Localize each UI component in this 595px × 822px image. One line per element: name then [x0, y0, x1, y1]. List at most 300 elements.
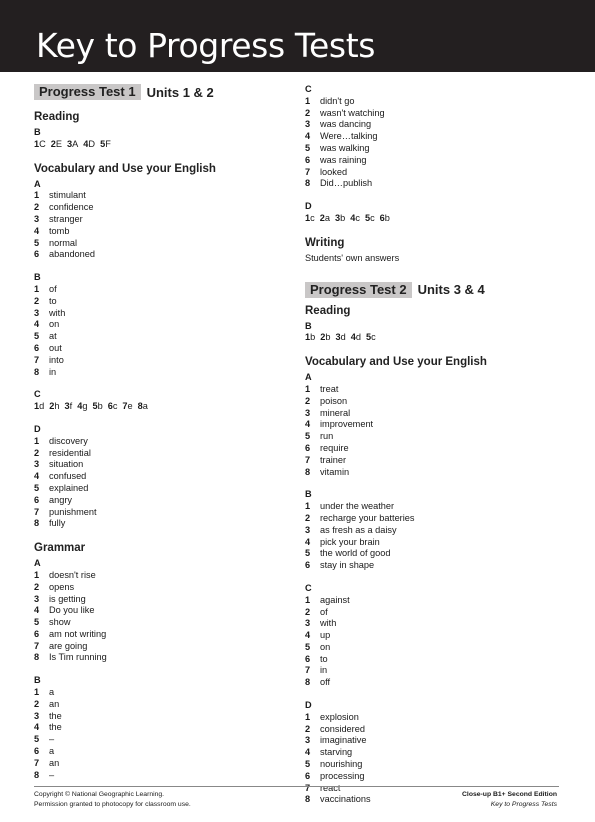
exercise-group [305, 201, 565, 225]
exercise-letter: C [305, 84, 312, 94]
answer-row [305, 419, 565, 431]
inline-answers [34, 139, 284, 151]
answer-number: 1 [34, 138, 40, 149]
exercise-letter: A [305, 372, 312, 383]
inline-answers [34, 401, 284, 413]
permission-text: Permission granted to photocopy for classroom use. [34, 800, 191, 808]
footer-divider [34, 786, 559, 787]
answer-row [305, 525, 565, 537]
answer-number: 8 [34, 769, 40, 780]
answer-number: 1 [34, 283, 40, 294]
exercise-group [305, 489, 565, 572]
answer-number: 6 [379, 212, 385, 223]
answer-row [305, 724, 565, 736]
answer-text: with [49, 307, 66, 318]
answer-text: – [49, 769, 55, 780]
exercise-letter: C [305, 582, 312, 593]
answer-text: stranger [49, 213, 83, 224]
answer-row [34, 518, 284, 530]
answer-text: show [49, 617, 71, 628]
answer-text: didn't go [320, 95, 355, 106]
answer-text: doesn't rise [49, 569, 96, 580]
inline-answer [138, 401, 148, 411]
answer-row [305, 607, 565, 619]
answer-row [305, 560, 565, 572]
answer-row [305, 665, 565, 677]
answer-row [305, 431, 565, 443]
inline-answer [366, 332, 376, 342]
answer-number: 4 [350, 212, 356, 223]
answer-number: 3 [67, 138, 73, 149]
answer-text: e [127, 401, 133, 412]
answer-number: 7 [122, 401, 128, 412]
answer-text: the world of good [320, 548, 391, 559]
answer-row [305, 408, 565, 420]
answer-number: 1 [34, 401, 40, 412]
answer-text: am not writing [49, 628, 107, 639]
answer-text: g [82, 401, 88, 412]
writing-answer: Students' own answers [305, 252, 400, 263]
answer-number: 5 [305, 641, 311, 652]
answer-row [305, 143, 565, 155]
answer-number: 5 [92, 401, 98, 412]
answer-text: off [320, 677, 331, 688]
answer-number: 4 [305, 419, 311, 430]
answer-text: was dancing [320, 119, 372, 130]
answer-number: 6 [305, 154, 311, 165]
answer-number: 4 [34, 225, 40, 236]
answer-number: 3 [305, 524, 311, 535]
answer-row [305, 167, 565, 179]
inline-answer [65, 401, 73, 411]
answer-text: out [49, 342, 62, 353]
answer-row [305, 178, 565, 190]
answer-text: d [340, 332, 346, 343]
answer-text: a [142, 401, 148, 412]
inline-answer [365, 213, 375, 223]
answer-number: 5 [34, 237, 40, 248]
exercise-letter: B [34, 127, 41, 137]
answer-number: 6 [305, 770, 311, 781]
answer-number: 3 [34, 710, 40, 721]
answer-text: in [320, 665, 328, 676]
copyright-text: Copyright © National Geographic Learning. [34, 791, 165, 798]
answer-text: c [371, 332, 376, 343]
inline-answer [49, 401, 59, 411]
answer-number: 4 [77, 401, 83, 412]
answer-number: 2 [305, 723, 311, 734]
answer-row [305, 513, 565, 525]
answer-number: 2 [34, 447, 40, 458]
answer-row [34, 641, 284, 653]
answer-text: explosion [320, 711, 359, 722]
answer-text: A [72, 138, 79, 149]
inline-answer [305, 332, 315, 342]
answer-row [34, 594, 284, 606]
answer-number: 3 [34, 459, 40, 470]
exercise-letter: D [305, 700, 312, 711]
answer-text: to [49, 295, 57, 306]
answer-text: b [384, 212, 390, 223]
answer-text: b [340, 212, 346, 223]
answer-row [305, 155, 565, 167]
answer-number: 7 [34, 506, 40, 517]
answer-text: residential [49, 447, 91, 458]
exercise-letter: B [34, 675, 41, 686]
answer-number: 2 [320, 332, 326, 343]
answer-row [34, 202, 284, 214]
answer-row [34, 331, 284, 343]
exercise-group [305, 84, 565, 190]
answer-text: abandoned [49, 249, 95, 260]
answer-row [305, 396, 565, 408]
answer-number: 6 [107, 401, 113, 412]
answer-text: vitamin [320, 466, 350, 477]
answer-text: react [320, 782, 341, 793]
inline-answers [305, 332, 565, 344]
answer-text: processing [320, 770, 365, 781]
answer-number: 3 [305, 735, 311, 746]
exercise-letter: B [305, 320, 312, 331]
answer-text: C [39, 138, 46, 149]
answer-row [305, 548, 565, 560]
answer-text: a [49, 687, 55, 698]
answer-text: c [310, 212, 315, 223]
answer-number: 1 [34, 435, 40, 446]
answer-row [34, 722, 284, 734]
answer-row [305, 595, 565, 607]
section-name: Key to Progress Tests [490, 800, 557, 808]
answer-row [305, 747, 565, 759]
answer-number: 7 [305, 782, 311, 793]
inline-answer [335, 213, 345, 223]
test-units: Units 3 & 4 [417, 282, 485, 298]
answer-text: poison [320, 395, 348, 406]
answer-number: 2 [305, 606, 311, 617]
answer-text: normal [49, 237, 78, 248]
answer-number: 5 [305, 142, 311, 153]
section-heading-grammar: Grammar [34, 542, 86, 555]
answer-number: 4 [305, 630, 311, 641]
answer-text: in [49, 366, 57, 377]
answer-text: at [49, 331, 57, 342]
title-banner [0, 0, 595, 72]
answer-number: 7 [34, 354, 40, 365]
answer-text: b [97, 401, 103, 412]
test-units: Units 1 & 2 [146, 84, 214, 100]
progress-test-1-heading [34, 84, 284, 100]
answer-number: 6 [305, 442, 311, 453]
answer-number: 1 [305, 332, 311, 343]
exercise-group [34, 127, 284, 151]
answer-number: 8 [305, 794, 311, 805]
answer-number: 5 [305, 548, 311, 559]
answer-row [305, 759, 565, 771]
answer-number: 2 [34, 698, 40, 709]
exercise-group [34, 558, 284, 664]
answer-text: trainer [320, 454, 347, 465]
exercise-letter: A [34, 558, 41, 569]
answer-number: 2 [305, 512, 311, 523]
exercise-group [305, 583, 565, 689]
answer-text: as fresh as a daisy [320, 524, 397, 535]
answer-text: vaccinations [320, 794, 371, 805]
answer-text: to [320, 653, 328, 664]
inline-answer [305, 213, 315, 223]
exercise-group [305, 372, 565, 478]
test-badge: Progress Test 1 [34, 84, 141, 100]
answer-text: tomb [49, 225, 70, 236]
inline-answer [108, 401, 118, 411]
answer-number: 6 [34, 746, 40, 757]
answer-number: 5 [34, 331, 40, 342]
answer-number: 3 [34, 307, 40, 318]
answer-text: discovery [49, 435, 88, 446]
answer-number: 5 [34, 482, 40, 493]
book-title: Close-up B1+ Second Edition [462, 791, 557, 798]
answer-number: 3 [64, 401, 70, 412]
answer-number: 3 [305, 407, 311, 418]
answer-row [305, 630, 565, 642]
inline-answer [122, 401, 132, 411]
answer-text: on [49, 319, 60, 330]
answer-text: D [88, 138, 96, 149]
answer-number: 2 [34, 202, 40, 213]
answer-number: 7 [34, 757, 40, 768]
answer-text: wasn't watching [320, 107, 385, 118]
answer-text: stay in shape [320, 560, 375, 571]
answer-text: b [325, 332, 331, 343]
answer-number: 4 [305, 536, 311, 547]
answer-number: 7 [305, 166, 311, 177]
footer-left [34, 790, 191, 809]
answer-row [34, 711, 284, 723]
answer-row [34, 699, 284, 711]
answer-text: looked [320, 166, 348, 177]
answer-number: 8 [305, 178, 311, 189]
inline-answer [67, 139, 78, 149]
answer-row [305, 537, 565, 549]
answer-row [34, 367, 284, 379]
answer-text: of [49, 283, 57, 294]
answer-row [34, 652, 284, 664]
answer-number: 5 [34, 734, 40, 745]
answer-row [34, 284, 284, 296]
inline-answer [350, 213, 360, 223]
answer-number: 1 [305, 594, 311, 605]
answer-text: opens [49, 581, 75, 592]
answer-row [34, 687, 284, 699]
answer-text: starving [320, 747, 353, 758]
answer-number: 4 [34, 605, 40, 616]
answer-text: Were…talking [320, 131, 378, 142]
answer-number: 2 [49, 401, 55, 412]
answer-number: 4 [34, 471, 40, 482]
answer-number: 2 [319, 212, 325, 223]
answer-text: recharge your batteries [320, 512, 415, 523]
answer-row [34, 617, 284, 629]
exercise-letter: D [305, 201, 312, 212]
answer-number: 1 [34, 687, 40, 698]
answer-row [305, 712, 565, 724]
inline-answer [320, 213, 330, 223]
answer-row [34, 507, 284, 519]
answer-text: on [320, 641, 331, 652]
exercise-letter: B [34, 272, 41, 283]
answer-number: 1 [34, 569, 40, 580]
answer-number: 6 [34, 628, 40, 639]
answer-row [34, 319, 284, 331]
exercise-group [34, 389, 284, 413]
answer-number: 3 [334, 212, 341, 223]
answer-row [305, 642, 565, 654]
answer-text: E [55, 138, 63, 149]
answer-text: improvement [320, 419, 374, 430]
answer-row [305, 108, 565, 120]
answer-row [305, 654, 565, 666]
exercise-letter: D [34, 423, 41, 434]
answer-text: d [355, 332, 361, 343]
answer-row [305, 618, 565, 630]
page-title: Key to Progress Tests [36, 26, 376, 65]
answer-text: are going [49, 640, 88, 651]
inline-answer [100, 139, 111, 149]
answer-number: 8 [34, 652, 40, 663]
answer-row [34, 605, 284, 617]
answer-text: c [112, 401, 118, 412]
inline-answer [320, 332, 330, 342]
answer-text: punishment [49, 506, 97, 517]
answer-text: under the weather [320, 501, 395, 512]
answer-number: 6 [305, 560, 311, 571]
answer-text: c [355, 212, 360, 223]
answer-row [34, 238, 284, 250]
answer-row [34, 214, 284, 226]
answer-text: with [320, 618, 337, 629]
answer-row [34, 436, 284, 448]
answer-number: 1 [305, 711, 311, 722]
answer-number: 8 [137, 401, 143, 412]
answer-number: 6 [34, 342, 40, 353]
answer-row [305, 119, 565, 131]
answer-row [34, 570, 284, 582]
inline-answer [34, 401, 44, 411]
answer-number: 2 [305, 395, 311, 406]
answer-number: 8 [34, 518, 40, 529]
answer-text: nourishing [320, 759, 363, 770]
inline-answer [336, 332, 346, 342]
answer-row [34, 758, 284, 770]
inline-answer [34, 139, 46, 149]
answer-text: – [49, 734, 55, 745]
answer-text: situation [49, 459, 84, 470]
answer-number: 3 [34, 213, 40, 224]
answer-number: 5 [34, 617, 40, 628]
right-column [305, 84, 565, 817]
answer-row [305, 131, 565, 143]
answer-text: the [49, 722, 62, 733]
answer-text: of [320, 606, 328, 617]
answer-row [305, 501, 565, 513]
answer-text: confidence [49, 202, 94, 213]
answer-number: 4 [350, 332, 356, 343]
answer-number: 6 [305, 653, 311, 664]
answer-text: h [54, 401, 60, 412]
answer-number: 5 [305, 431, 311, 442]
answer-text: Do you like [49, 605, 95, 616]
answer-text: F [105, 138, 111, 149]
answer-number: 2 [305, 107, 311, 118]
exercise-group [305, 321, 565, 345]
answer-number: 5 [305, 759, 311, 770]
answer-number: 7 [34, 640, 40, 651]
answer-row [34, 629, 284, 641]
exercise-letter: A [34, 178, 41, 189]
inline-answer [380, 213, 390, 223]
answer-row [305, 771, 565, 783]
answer-text: Is Tim running [49, 652, 107, 663]
answer-text: was walking [320, 142, 370, 153]
answer-number: 8 [305, 466, 311, 477]
answer-number: 3 [305, 119, 311, 130]
exercise-group [34, 272, 284, 378]
answer-number: 1 [305, 95, 311, 106]
answer-row [34, 582, 284, 594]
answer-text: up [320, 630, 331, 641]
answer-text: angry [49, 494, 72, 505]
answer-text: treat [320, 383, 339, 394]
answer-text: a [49, 746, 55, 757]
answer-row [34, 495, 284, 507]
answer-number: 5 [100, 138, 106, 149]
answer-number: 4 [34, 319, 40, 330]
answer-text: require [320, 442, 349, 453]
answer-text: is getting [49, 593, 86, 604]
answer-row [305, 96, 565, 108]
answer-number: 6 [34, 494, 40, 505]
answer-row [34, 355, 284, 367]
answer-row [34, 190, 284, 202]
inline-answer [351, 332, 361, 342]
progress-test-2-heading [305, 282, 565, 298]
answer-text: an [49, 698, 60, 709]
exercise-group [34, 675, 284, 781]
answer-number: 7 [305, 454, 311, 465]
answer-text: c [370, 212, 375, 223]
answer-row [34, 734, 284, 746]
answer-number: 4 [34, 722, 40, 733]
answer-text: imaginative [320, 735, 367, 746]
answer-number: 3 [305, 618, 311, 629]
answer-text: was raining [320, 154, 367, 165]
answer-row [34, 459, 284, 471]
exercise-group [34, 424, 284, 530]
answer-number: 2 [34, 295, 40, 306]
answer-number: 1 [305, 383, 311, 394]
answer-row [34, 296, 284, 308]
answer-number: 8 [305, 677, 311, 688]
answer-row [34, 471, 284, 483]
answer-number: 2 [34, 581, 40, 592]
answer-row [305, 467, 565, 479]
answer-text: against [320, 594, 350, 605]
exercise-letter: B [305, 489, 312, 500]
answer-number: 4 [305, 747, 311, 758]
answer-row [305, 677, 565, 689]
answer-row [305, 384, 565, 396]
answer-number: 7 [305, 665, 311, 676]
exercise-group [34, 179, 284, 262]
